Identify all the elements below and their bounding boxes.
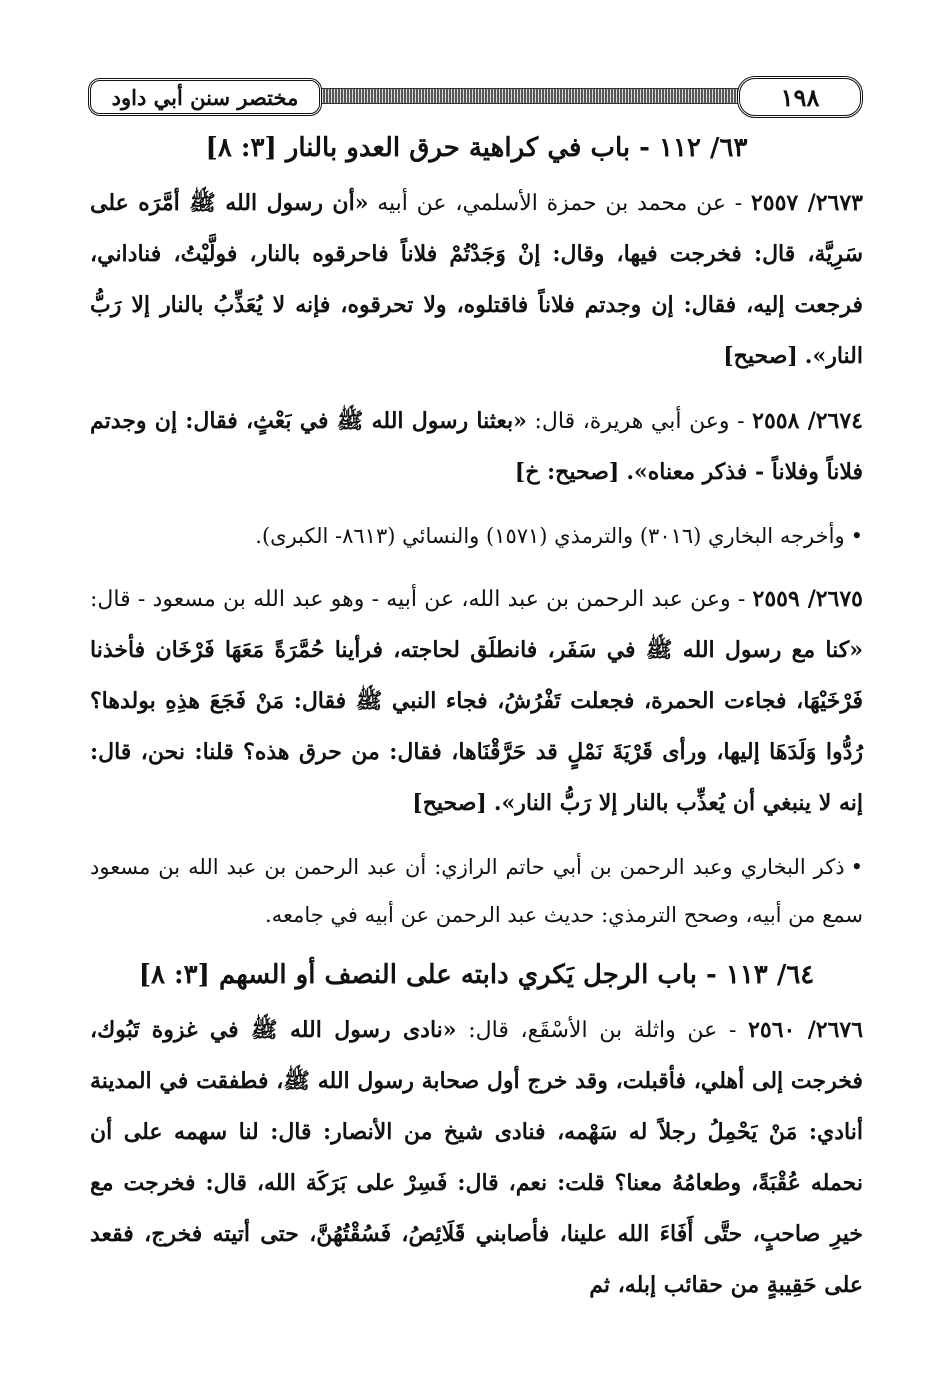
hadith-entry [90, 396, 863, 498]
page-number: ١٩٨ [737, 76, 863, 118]
hadith-text: «نادى رسول الله ﷺ في غزوة تَبُوك، فخرجت إلى أهلي، فأقبلت، وقد خرج أول صحابة رسول الله ﷺ، فطفقت في المدينة أنادي: مَنْ يَحْمِلُ رجلاً له سَهْمه، فنادى شيخ من الأنصار: قال: لنا سهمه على أن نحمله عُقْبَةً، وطعامُهُ معنا؟ قلت: نعم، قال: فَسِرْ على بَرَكَة الله، قال: فخرجت مع خيرِ صاحبٍ، حتَّى أَفَاءَ الله علينا، فأصابني قَلَائِصُ، فَسُقْتُهُنَّ، حتى أتيته فخرج، فقعد على حَقِيبةٍ من حقائب إبله، ثم [90, 1017, 863, 1298]
hadith-number: ٢٦٧٤/ ٢٥٥٨ [752, 408, 863, 434]
hadith-grade: [صحيح: خ] [514, 459, 620, 485]
hadith-text: «أن رسول الله ﷺ أمَّرَه على سَرِيَّة، قال: فخرجت فيها، وقال: إنْ وَجَدْتُمْ فلاناً فاحرقوه بالنار، فولَّيْتُ، فناداني، فرجعت إليه، فقال: إن وجدتم فلاناً فاقتلوه، ولا تحرقوه، فإنه لا يُعَذِّبُ بالنار إلا رَبُّ النار». [90, 190, 863, 369]
hadith-number: ٢٦٧٥/ ٢٥٥٩ [752, 586, 863, 612]
note-text: ذكر البخاري وعبد الرحمن بن أبي حاتم الرازي: أن عبد الرحمن بن عبد الله بن مسعود سمع من أبيه، وصحح الترمذي: حديث عبد الرحمن عن أبيه في جامعه. [90, 855, 863, 927]
page-content [90, 126, 863, 1325]
hadith-entry [90, 574, 863, 829]
hadith-entry [90, 1005, 863, 1311]
chapter-heading: ٦٤/ ١١٣ - باب الرجل يَكري دابته على النصف أو السهم [٣: ٨] [138, 960, 815, 990]
hadith-number: ٢٦٧٦/ ٢٥٦٠ [748, 1017, 864, 1043]
book-title: مختصر سنن أبي داود [88, 78, 322, 116]
hadith-text: «كنا مع رسول الله ﷺ في سَفَر، فانطلَق لحاجته، فرأينا حُمَّرَةً مَعَهَا فَرْخَان فأخذنا فَرْخَيْهَا، فجاءت الحمرة، فجعلت تَفْرُشُ، فجاء النبي ﷺ فقال: مَنْ فَجَعَ هذِهِ بولدها؟ رُدُّوا وَلَدَهَا إليها، ورأى قَرْيَةَ نَمْلٍ قد حَرَّقْنَاها، فقال: من حرق هذه؟ قلنا: نحن، قال: إنه لا ينبغي أن يُعذِّب بالنار إلا رَبُّ النار». [90, 637, 863, 816]
hadith-isnad: - وعن عبد الرحمن بن عبد الله، عن أبيه - وهو عبد الله بن مسعود - قال: [90, 587, 753, 612]
hadith-isnad: - وعن أبي هريرة، قال: [526, 409, 753, 434]
commentary-note [90, 843, 863, 939]
hadith-entry [90, 178, 863, 382]
hadith-isnad: - عن محمد بن حمزة الأسلمي، عن أبيه [368, 191, 751, 216]
note-text: وأخرجه البخاري (٣٠١٦) والترمذي (١٥٧١) والنسائي (٨٦١٣- الكبرى). [255, 524, 845, 548]
running-header [88, 74, 863, 114]
bullet-icon: • [850, 524, 863, 548]
hadith-isnad: - عن واثلة بن الأسْقَع، قال: [456, 1018, 749, 1043]
hadith-grade: [صحيح] [412, 790, 487, 816]
bullet-icon: • [850, 855, 863, 879]
commentary-note [90, 512, 863, 560]
hadith-grade: [صحيح] [723, 343, 798, 369]
hadith-number: ٢٦٧٣/ ٢٥٥٧ [750, 190, 863, 216]
hadith-text: «بعثنا رسول الله ﷺ في بَعْثٍ، فقال: إن وجدتم فلاناً وفلاناً - فذكر معناه». [90, 408, 863, 485]
chapter-heading: ٦٣/ ١١٢ - باب في كراهية حرق العدو بالنار [٣: ٨] [205, 133, 748, 163]
